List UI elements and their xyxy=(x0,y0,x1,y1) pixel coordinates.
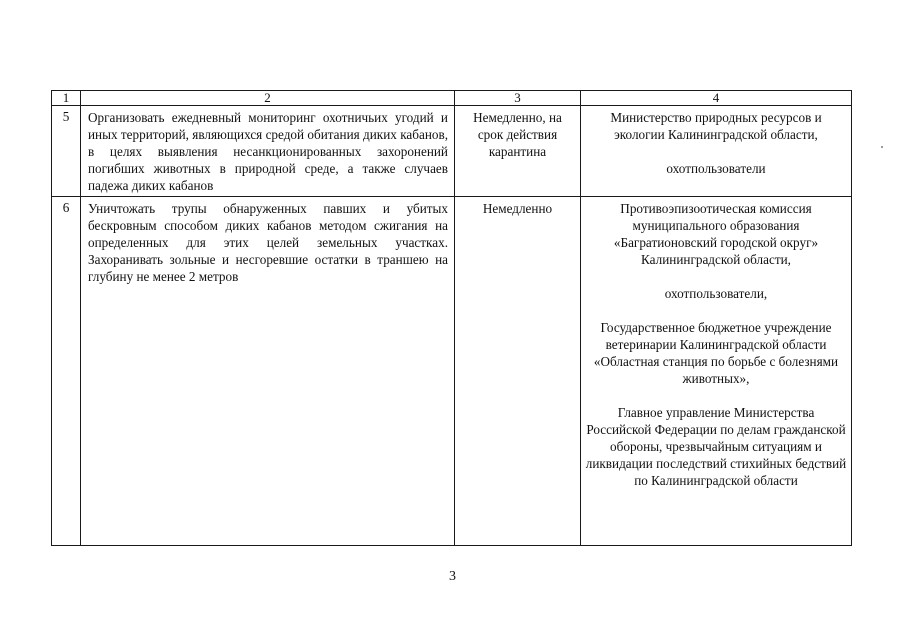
column-number-1: 1 xyxy=(52,91,81,106)
scan-speck xyxy=(881,146,883,148)
row-deadline: Немедленно, на срок действия карантина xyxy=(455,106,581,197)
row-number: 5 xyxy=(52,106,81,197)
column-number-3: 3 xyxy=(455,91,581,106)
responsible-entry: Противоэпизоотическая комиссия муниципального образования «Багратионовский городской округ» Калининградской области, xyxy=(613,201,819,267)
measures-table xyxy=(51,90,852,546)
column-number-4: 4 xyxy=(581,91,852,106)
row-action: Уничтожать трупы обнаруженных павших и убитых бескровным способом диких кабанов методом сжигания на определенных для этих целей земельных участках. Захоранивать зольные и несгоревшие остатки в траншею на глубину не менее 2 метров xyxy=(81,197,455,546)
row-responsible xyxy=(581,106,852,197)
table-row xyxy=(52,106,852,197)
row-deadline: Немедленно xyxy=(455,197,581,546)
responsible-entry: охотпользователи xyxy=(666,161,766,176)
responsible-entry: Министерство природных ресурсов и экологии Калининградской области, xyxy=(610,110,822,142)
page-number: 3 xyxy=(449,569,456,584)
column-number-2: 2 xyxy=(81,91,455,106)
row-action: Организовать ежедневный мониторинг охотничьих угодий и иных территорий, являющихся средой обитания диких кабанов, в целях выявления несанкционированных захоронений погибших животных в природной среде, а также случаев падежа диких кабанов xyxy=(81,106,455,197)
row-number: 6 xyxy=(52,197,81,546)
table-header-row xyxy=(52,91,852,106)
row-responsible xyxy=(581,197,852,546)
responsible-entry: Главное управление Министерства Российской Федерации по делам гражданской обороны, чрезвычайным ситуациям и ликвидации последствий стихийных бедствий по Калининградской области xyxy=(585,405,847,488)
responsible-entry: охотпользователи, xyxy=(664,286,768,301)
table-row xyxy=(52,197,852,546)
responsible-entry: Государственное бюджетное учреждение ветеринарии Калининградской области «Областная станция по борьбе с болезнями животных», xyxy=(593,320,839,386)
